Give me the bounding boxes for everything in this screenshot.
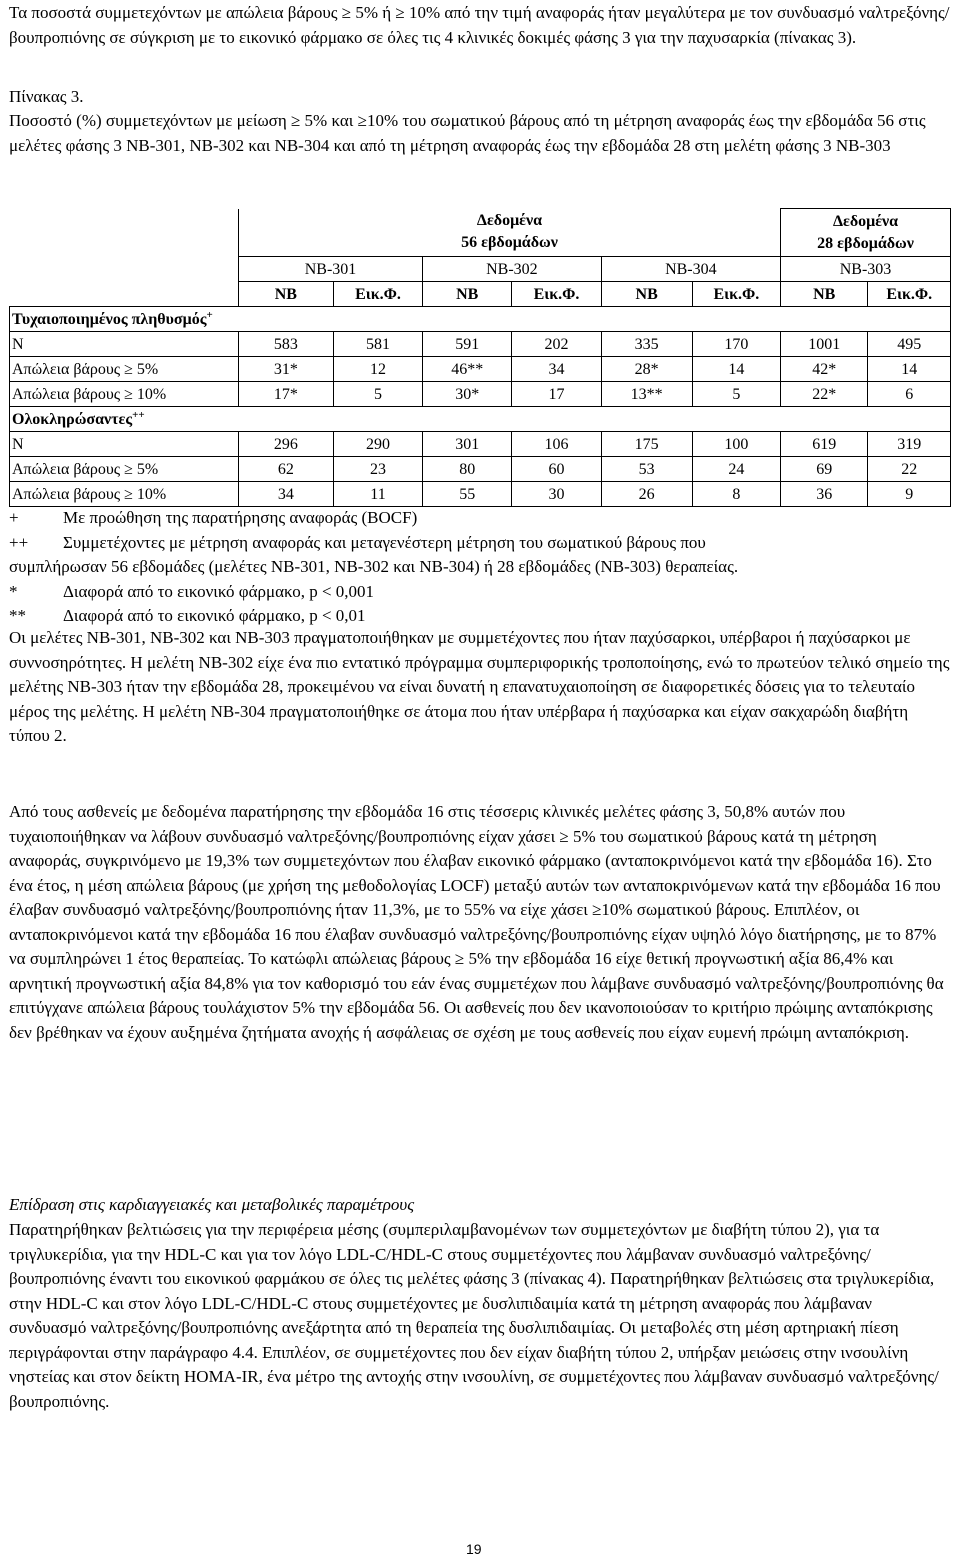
header-arm: Εικ.Φ.	[692, 282, 780, 307]
section-completers: Ολοκληρώσαντες++	[10, 407, 951, 432]
table-row	[10, 382, 951, 407]
table-cell: 619	[781, 432, 868, 457]
table-cell: 42*	[781, 357, 868, 382]
table-cell: 34	[238, 482, 333, 507]
section1-rows	[10, 332, 951, 407]
table-cell: 170	[692, 332, 780, 357]
header-study-nb303: NB-303	[781, 257, 951, 282]
footnote: * Διαφορά από το εικονικό φάρμακο, p < 0,001	[9, 581, 375, 601]
header-group-28-weeks: Δεδομένα 28 εβδομάδων	[781, 209, 951, 257]
table-row	[10, 357, 951, 382]
table-cell: 335	[601, 332, 692, 357]
table-cell: 290	[333, 432, 422, 457]
footnote: + Με προώθηση της παρατήρησης αναφοράς (BOCF)	[9, 508, 418, 527]
table-cell: 175	[601, 432, 692, 457]
table-cell: 14	[692, 357, 780, 382]
table-cell: 55	[423, 482, 512, 507]
row-label: Απώλεια βάρους ≥ 10%	[10, 382, 239, 407]
row-label: Απώλεια βάρους ≥ 10%	[10, 482, 239, 507]
footnote: ++ Συμμετέχοντες με μέτρηση αναφοράς και μεταγενέστερη μέτρηση του σωματικού βάρους που	[9, 532, 706, 552]
header-arm: Εικ.Φ.	[868, 282, 951, 307]
table-cell: 202	[512, 332, 601, 357]
table-cell: 36	[781, 482, 868, 507]
table-cell: 296	[238, 432, 333, 457]
table-cell: 583	[238, 332, 333, 357]
table-cell: 80	[423, 457, 512, 482]
table-row	[10, 482, 951, 507]
table-cell: 13**	[601, 382, 692, 407]
table-cell: 26	[601, 482, 692, 507]
section-heading: Επίδραση στις καρδιαγγειακές και μεταβολικές παραμέτρους	[9, 1195, 415, 1214]
section2-rows	[10, 432, 951, 507]
table-cell: 22*	[781, 382, 868, 407]
table-cell: 319	[868, 432, 951, 457]
table-footnotes	[9, 506, 951, 629]
table-cell: 24	[692, 457, 780, 482]
footnote: ** Διαφορά από το εικονικό φάρμακο, p < 0,01	[9, 606, 366, 625]
table-cell: 106	[512, 432, 601, 457]
table-cell: 100	[692, 432, 780, 457]
row-label: Απώλεια βάρους ≥ 5%	[10, 357, 239, 382]
table-cell: 34	[512, 357, 601, 382]
body-paragraph: Από τους ασθενείς με δεδομένα παρατήρησης την εβδομάδα 16 στις τέσσερις κλινικές μελέτες φάσης 3, 50,8% αυτών που τυχαιοποιήθηκαν να λάβουν συνδυασμό ναλτρεξόνης/βουπροπιόνης είχαν χάσει ≥ 5% του σωματικού βάρους κατά τη μέτρηση αναφοράς, συγκρινόμενο με 19,3% των συμμετεχόντων που έλαβαν εικονικό φάρμακο (ανταποκρινόμενοι κατά την εβδομάδα 16). Στο ένα έτος, η μέση απώλεια βάρους (με χρήση της μεθοδολογίας LOCF) μεταξύ αυτών των ανταποκρινόμενων κατά την εβδομάδα 16 που έλαβαν συνδυασμό ναλτρεξόνης/βουπροπιόνης ήταν 11,3%, με το 55% να είχε χάσει ≥10% σωματικού βάρους. Επιπλέον, οι ανταποκρινόμενοι κατά την εβδομάδα 16 που έλαβαν συνδυασμό ναλτρεξόνης/βουπροπιόνης είχαν υψηλό λόγο διατήρησης, με το 87% να συμπληρώνει 1 έτος θεραπείας. Το κατώφλι απώλειας βάρους ≥ 5% την εβδομάδα 16 είχε θετική προγνωστική αξία 86,4% και αρνητική προγνωστική αξία 84,8% για τον καθορισμό του εάν ένας συμμετέχων που λάμβανε συνδυασμό ναλτρεξόνης/βουπροπιόνης θα επιτύγχανε απώλεια βάρους τουλάχιστον 5% την εβδομάδα 56. Οι ασθενείς που δεν ικανοποιούσαν το κριτήριο πρώιμης ανταπόκρισης δεν βρέθηκαν να έχουν αυξημένα ζητήματα ανοχής ή ασφάλειας σε σχέση με τους ασθενείς που είχαν ευμενή πρώιμη ανταπόκριση.	[9, 802, 944, 1042]
table-cell: 5	[692, 382, 780, 407]
table-cell: 17*	[238, 382, 333, 407]
row-label: Απώλεια βάρους ≥ 5%	[10, 457, 239, 482]
table-cell: 62	[238, 457, 333, 482]
header-arm: Εικ.Φ.	[333, 282, 422, 307]
table-cell: 14	[868, 357, 951, 382]
study-description: Οι μελέτες NB-301, NB-302 και NB-303 πραγματοποιήθηκαν με συμμετέχοντες που ήταν παχύσαρκοι, υπέρβαροι ή παχύσαρκοι με συννοσηρότητες. Η μελέτη NB-302 είχε ένα πιο εντατικό πρόγραμμα συμπεριφορικής τροποποίησης, ενώ το πρωτεύον τελικό σημείο της μελέτης NB-303 ήταν την εβδομάδα 28, προκειμένου να είναι δυνατή η επανατυχαιοποίηση σε διαφορετικές δόσεις για το τελευταίο μέρος της μελέτης. Η μελέτη NB-304 πραγματοποιήθηκε σε άτομα που ήταν υπέρβαρα ή παχύσαρκα και είχαν σακχαρώδη διαβήτη τύπου 2.	[9, 628, 950, 745]
table-title: Πίνακας 3.	[9, 87, 84, 106]
header-study-nb302: NB-302	[423, 257, 601, 282]
header-arm: NB	[423, 282, 512, 307]
table-cell: 5	[333, 382, 422, 407]
header-study-nb304: NB-304	[601, 257, 780, 282]
table-cell: 22	[868, 457, 951, 482]
header-study-nb301: NB-301	[238, 257, 422, 282]
table-cell: 301	[423, 432, 512, 457]
footnote-continuation: συμπλήρωσαν 56 εβδομάδες (μελέτες NB-301, NB-302 και NB-304) ή 28 εβδομάδες (NB-303) θεραπείας.	[9, 557, 739, 576]
header-arm: NB	[238, 282, 333, 307]
header-arm: Εικ.Φ.	[512, 282, 601, 307]
table-caption: Ποσοστό (%) συμμετεχόντων με μείωση ≥ 5% και ≥10% του σωματικού βάρους από τη μέτρηση αναφοράς έως την εβδομάδα 56 στις μελέτες φάσης 3 NB-301, NB-302 και NB-304 και από τη μέτρηση αναφοράς έως την εβδομάδα 28 στη μελέτη φάσης 3 NB-303	[9, 111, 926, 155]
table-cell: 23	[333, 457, 422, 482]
table-cell: 30*	[423, 382, 512, 407]
row-label: N	[10, 332, 239, 357]
header-arm: NB	[601, 282, 692, 307]
table-cell: 46**	[423, 357, 512, 382]
table-cell: 69	[781, 457, 868, 482]
table-cell: 60	[512, 457, 601, 482]
table-cell: 495	[868, 332, 951, 357]
row-label: N	[10, 432, 239, 457]
page-number: 19	[466, 1541, 482, 1557]
table-cell: 30	[512, 482, 601, 507]
table-cell: 31*	[238, 357, 333, 382]
table-row	[10, 332, 951, 357]
table-cell: 6	[868, 382, 951, 407]
header-corner	[10, 209, 239, 257]
section-randomized-population: Τυχαιοποιημένος πληθυσμός+	[10, 307, 951, 332]
table-cell: 8	[692, 482, 780, 507]
results-table	[9, 208, 951, 507]
table-cell: 9	[868, 482, 951, 507]
table-cell: 591	[423, 332, 512, 357]
table-cell: 581	[333, 332, 422, 357]
table-cell: 11	[333, 482, 422, 507]
header-arm: NB	[781, 282, 868, 307]
table-row	[10, 457, 951, 482]
table-row	[10, 432, 951, 457]
table-cell: 1001	[781, 332, 868, 357]
header-group-56-weeks: Δεδομένα 56 εβδομάδων	[238, 209, 780, 257]
table-cell: 28*	[601, 357, 692, 382]
intro-paragraph: Τα ποσοστά συμμετεχόντων με απώλεια βάρους ≥ 5% ή ≥ 10% από την τιμή αναφοράς ήταν μεγαλύτερα με τον συνδυασμό ναλτρεξόνης/βουπροπιόνης σε σύγκριση με το εικονικό φάρμακο σε όλες τις 4 κλινικές δοκιμές φάσης 3 για την παχυσαρκία (πίνακας 3).	[9, 3, 950, 47]
body-paragraph: Παρατηρήθηκαν βελτιώσεις για την περιφέρεια μέσης (συμπεριλαμβανομένων των συμμετεχόντων με διαβήτη τύπου 2), για τα τριγλυκερίδια, για την HDL-C και για τον λόγο LDL-C/HDL-C στους συμμετέχοντες που λάμβαναν συνδυασμό ναλτρεξόνης/βουπροπιόνης έναντι του εικονικού φαρμάκου σε όλες τις μελέτες φάσης 3 (πίνακας 4). Παρατηρήθηκαν βελτιώσεις στα τριγλυκερίδια, στην HDL-C και στον λόγο LDL-C/HDL-C στους συμμετέχοντες με δυσλιπιδαιμία κατά τη μέτρηση αναφοράς που λάμβαναν συνδυασμό ναλτρεξόνης/βουπροπιόνης ανεξάρτητα από τη θεραπεία της δυσλιπιδαιμίας. Οι μεταβολές στη μέση αρτηριακή πίεση περιγράφονται στην παράγραφο 4.4. Επιπλέον, σε συμμετέχοντες που δεν είχαν διαβήτη τύπου 2, υπήρξαν μειώσεις στην ινσουλίνη νηστείας και στον δείκτη HOMA-IR, ένα μέτρο της αντοχής στην ινσουλίνη, σε συμμετέχοντες που λάμβαναν συνδυασμό ναλτρεξόνης/βουπροπιόνης.	[9, 1220, 939, 1411]
table-cell: 17	[512, 382, 601, 407]
table-cell: 12	[333, 357, 422, 382]
table-cell: 53	[601, 457, 692, 482]
